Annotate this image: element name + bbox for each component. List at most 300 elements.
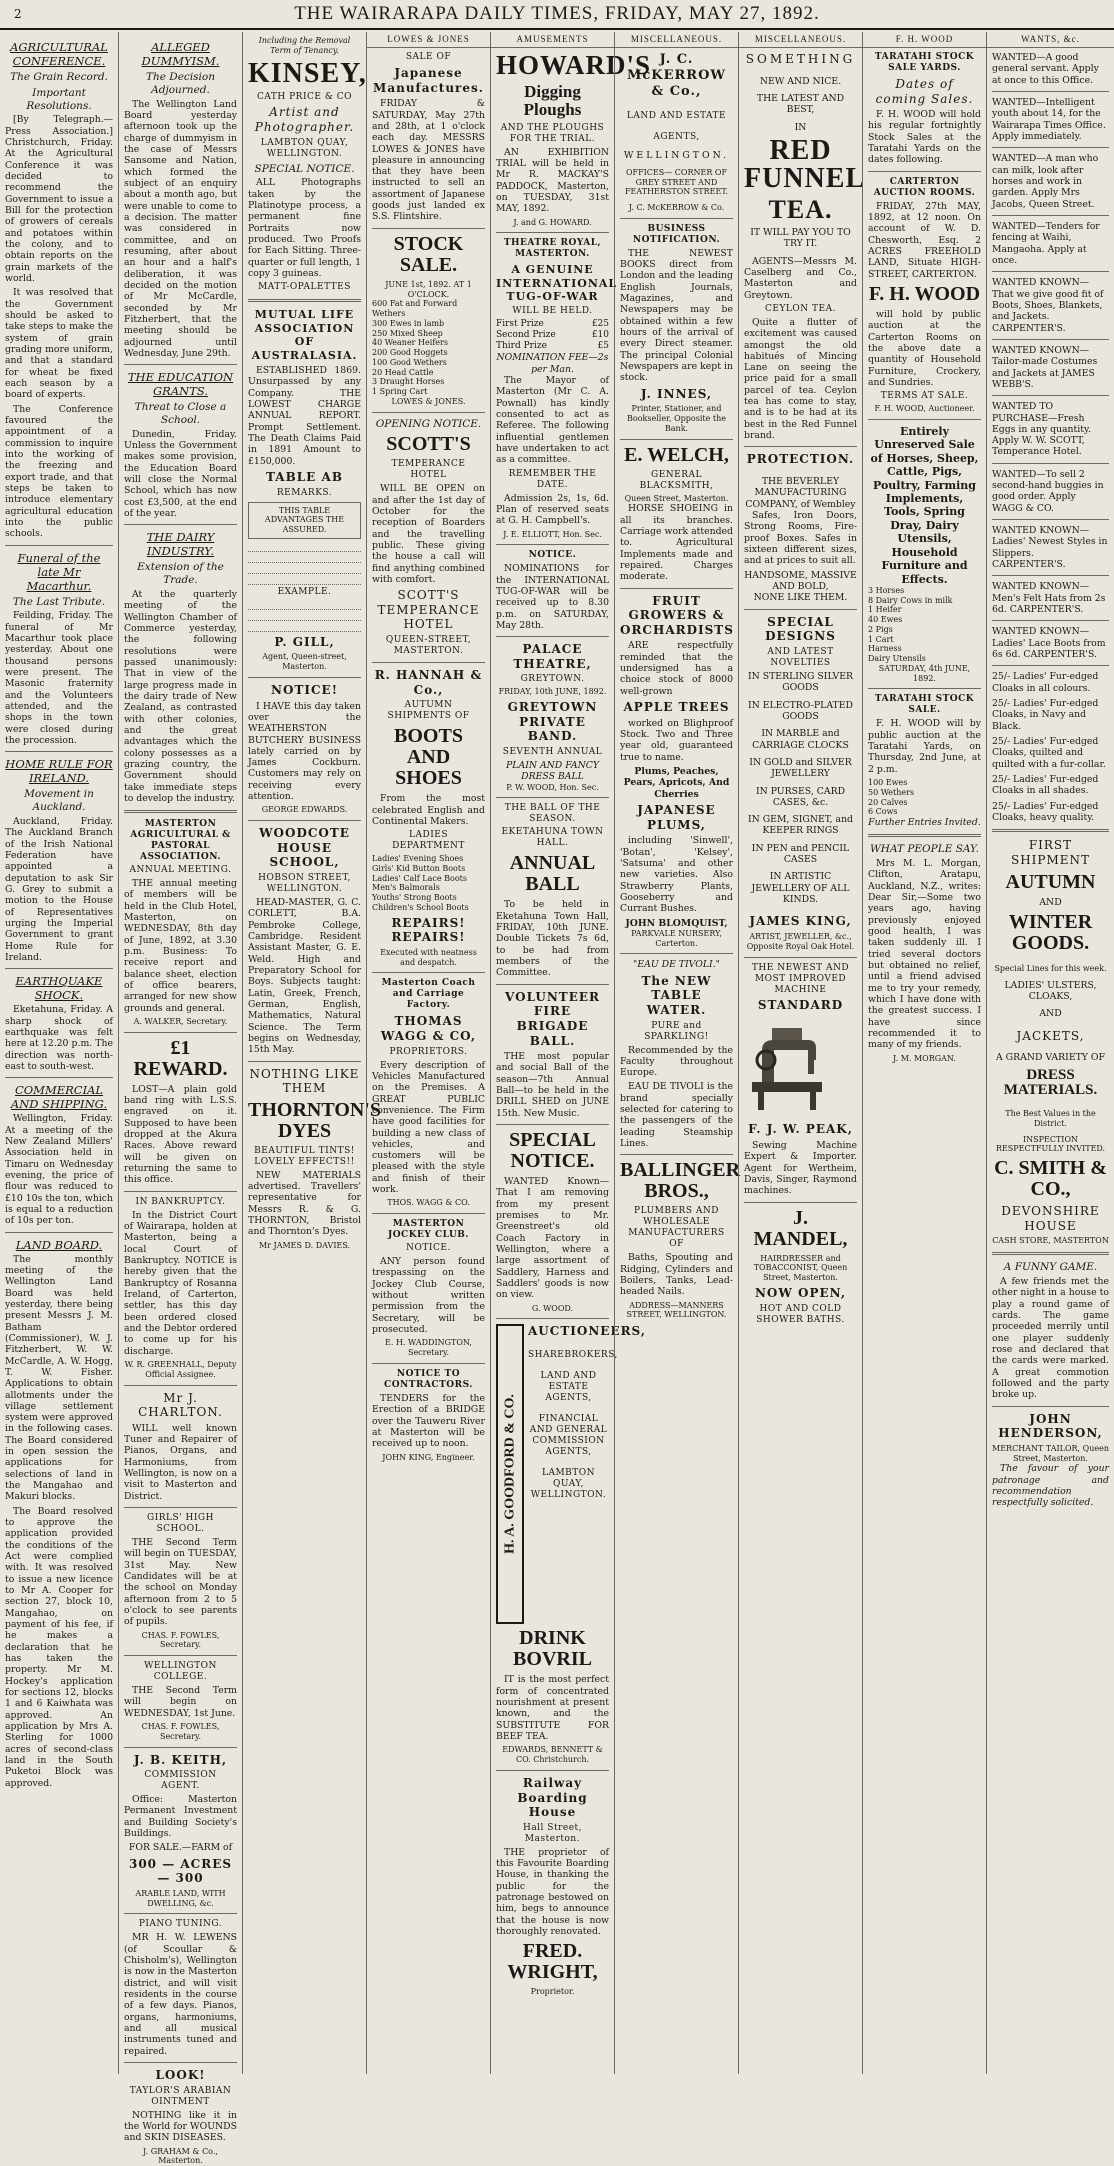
divider xyxy=(124,1507,237,1508)
column-7 xyxy=(738,32,866,2074)
column-5 xyxy=(490,32,652,2074)
ad-look-heading: LOOK! xyxy=(155,2068,206,2083)
ad-railway-heading: Railway Boarding House xyxy=(517,1775,588,1820)
ad-line-gold: IN GOLD and SILVER JEWELLERY xyxy=(749,756,852,780)
table-rule xyxy=(248,622,361,632)
ad-woodcote-heading: WOODCOTE HOUSE SCHOOL, xyxy=(259,826,350,870)
ad-signature: LOWES & JONES. xyxy=(391,396,466,406)
table-rule xyxy=(248,611,361,621)
stock-item: 200 Good Hoggets xyxy=(372,348,448,358)
divider xyxy=(124,1032,237,1033)
ad-it-will-pay: IT WILL PAY YOU TO TRY IT. xyxy=(750,226,851,250)
article-paragraph: Wellington, Friday. At a meeting of the New Zealand Millers' Association held in Timaru on Wednesday evening, the price of flour was reduced to £10 10s the ton, which is equal to a reduction of 10s per ton. xyxy=(5,1113,113,1227)
ad-wagg-sub: PROPRIETORS. xyxy=(389,1046,468,1057)
divider xyxy=(5,545,113,546)
subhead-tribute: The Last Tribute. xyxy=(12,595,106,608)
ad-body: MR H. W. LEWENS (of Scoullar & Chisholm's), Wellington is now in the Masterton district, and will visit residents in the course of a few days. Pianos, organs, harmoniums, and all musical instruments tuned and repaired. xyxy=(124,1932,237,2057)
ad-annual-meeting: ANNUAL MEETING. xyxy=(129,865,232,876)
ad-body: LOST—A plain gold band ring with L.S.S. engraved on it. Supposed to have been dropped at the Akura Races. Above reward will be given on returning the same to this office. xyxy=(124,1083,237,1186)
wanted-ad: WANTED TO PURCHASE—Fresh Eggs in any quantity. Apply W. W. SCOTT, Temperance Hotel. xyxy=(992,401,1091,458)
ad-tug-heading: A GENUINE INTERNATIONAL TUG-OF-WAR xyxy=(496,263,618,304)
subhead-trade: Extension of the Trade. xyxy=(137,561,224,587)
ad-mckerrow-offices: OFFICES— CORNER OF GREY STREET AND FEATHERSTON STREET. xyxy=(624,167,729,197)
ad-signature: GEORGE EDWARDS. xyxy=(261,805,348,815)
divider xyxy=(992,665,1109,666)
ad-body: HEAD-MASTER, G. C. CORLETT, B.A. Pembroke College, Cambridge. Resident Assistant Master, G. E. Weld. High and Preparatory School for Boys. Subjects taught: Latin, Greek, French, German, English, Mathematics, Natural Science. The Term begins on Wednesday, 15th May. xyxy=(248,897,361,1056)
ad-body: The favour of your patronage and recommendation respectfully solicited. xyxy=(992,1463,1109,1509)
ad-body: WANTED Known—That I am removing from my present premises to Mr. Greenstreet's old Coach Factory in Wellington, where a large assortment of Saddlery, Harness and Saddlers' goods is now on view. xyxy=(496,1176,609,1301)
ad-blomquist: JOHN BLOMQUIST, xyxy=(625,917,728,929)
stock-list xyxy=(372,299,485,397)
ad-kinsey-sub: CATH PRICE & CO xyxy=(257,91,352,102)
divider xyxy=(248,299,361,302)
column-header: AMUSEMENTS xyxy=(491,32,614,48)
wanted-ad: WANTED—Intelligent youth about 14, for the Wairarapa Times Office. Apply immediately. xyxy=(992,96,1106,142)
ad-body: Safes, Iron Doors, Strong Rooms, Fire-proof Boxes. Safes in sixteen different sizes, and at prices to suit all. xyxy=(744,510,857,567)
ad-woodcote-sub: HOBSON STREET, WELLINGTON. xyxy=(258,873,351,895)
ad-body: NOMINATIONS for the INTERNATIONAL TUG-OF-WAR will be received up to 8.30 p.m. on SATURDAY, May 28th. xyxy=(496,563,609,631)
wanted-ad: WANTED KNOWN—Tailor-made Costumes and Jackets at JAMES WEBB'S. xyxy=(992,344,1098,390)
ad-keith-heading: J. B. KEITH, xyxy=(133,1752,228,1767)
ad-welch-sub: GENERAL BLACKSMITH, xyxy=(639,469,714,491)
ad-notice-heading: NOTICE! xyxy=(271,682,338,697)
ad-wagg-heading: THOMAS WAGG & CO, xyxy=(380,1014,477,1043)
ad-beverley: THE BEVERLEY MANUFACTURING COMPANY, of Wembley xyxy=(745,476,856,510)
price-ad: 25/- Ladies' Fur-edged Cloaks, in Navy and Black. xyxy=(992,698,1099,732)
wanted-ad: WANTED—A good general servant. Apply at once to this Office. xyxy=(992,51,1099,86)
ad-thorntons-heading: THORNTON'S DYES xyxy=(248,1098,381,1142)
price-ad: 25/- Ladies' Fur-edged Cloaks in all colours. xyxy=(992,671,1099,694)
ad-body: Baths, Spouting and Ridging, Cylinders and Boilers, Tanks, Lead-headed Nails. xyxy=(620,1252,733,1298)
ad-table-heading: TABLE AB xyxy=(266,469,343,484)
divider xyxy=(5,751,113,752)
rotated-firm-name: H. A. GOODFORD & CO. xyxy=(502,1394,518,1555)
column-1 xyxy=(0,32,118,2074)
ad-coach-factory: Masterton Coach and Carriage Factory. xyxy=(381,978,476,1011)
wanted-ad: WANTED—Tenders for fencing at Waihi, Mangaoha. Apply at once. xyxy=(992,220,1100,266)
ad-body: worked on Blighproof Stock. Two and Three year old, guaranteed true to name. xyxy=(620,717,733,763)
ad-body: WILL well known Tuner and Repairer of Pianos, Organs, and Harmoniums, from Wellington, is now on a visit to Masterton and District. xyxy=(124,1422,237,1502)
column-header: MISCELLANEOUS. xyxy=(739,32,862,48)
ad-opening: OPENING NOTICE. xyxy=(375,417,482,430)
page-number: 2 xyxy=(14,7,22,21)
column-6 xyxy=(614,32,741,2074)
ad-hannah-sub: AUTUMN SHIPMENTS OF xyxy=(387,700,470,722)
ad-and: AND xyxy=(1039,896,1062,908)
ad-howard-sub: AND THE PLOUGHS FOR THE TRIAL. xyxy=(500,122,605,144)
divider xyxy=(5,968,113,969)
article-paragraph: It was resolved that the Government should be asked to take steps to make the system of grain grading more uniform, and that a standard for wheat be fixed each season by a board of experts. xyxy=(5,287,113,401)
ad-body: FRIDAY & SATURDAY, May 27th and 28th, at 1 o'clock each day. MESSRS LOWES & JONES have pleasure in announcing that they have been instructed to sell an assortment of Japanese goods just landed ex S.S. Flintshire. xyxy=(372,98,485,223)
ad-table-note: THIS TABLE ADVANTAGES THE ASSURED. xyxy=(248,502,361,539)
ad-welch-addr: Queen Street, Masterton. xyxy=(624,493,729,503)
article-paragraph: Feilding, Friday. The funeral of Mr Macarthur took place yesterday. About one thousand persons were present. The Masonic fraternity and the Volunteers attended, and the shops in the town were closed during the procession. xyxy=(5,610,113,747)
ad-body: F. H. WOOD will hold his regular fortnightly Stock Sales at the Taratahi Yards on the dates following. xyxy=(868,109,981,166)
ad-blomquist-sub: PARKVALE NURSERY, Carterton. xyxy=(631,928,722,948)
ad-signature: A. WALKER, Secretary. xyxy=(133,1017,228,1027)
headline-land-board: LAND BOARD. xyxy=(15,1237,103,1252)
ad-body: AGENTS—Messrs M. Caselberg and Co., Masterton and Greytown. xyxy=(744,255,857,301)
ad-signature: J. and G. HOWARD. xyxy=(513,217,592,227)
divider xyxy=(496,544,609,545)
ad-railway-sub: Hall Street, Masterton. xyxy=(522,1822,583,1844)
column-2 xyxy=(118,32,242,2166)
column-9 xyxy=(986,32,1114,2074)
ad-none-like: NONE LIKE THEM. xyxy=(753,592,848,604)
ad-dress-materials: DRESS MATERIALS. xyxy=(1003,1066,1098,1099)
ad-land-agents: LAND AND ESTATE AGENTS, xyxy=(540,1371,597,1403)
ad-now-open: NOW OPEN, xyxy=(754,1285,847,1300)
auctioneer-block xyxy=(496,1324,646,1624)
stock-item: 3 Draught Horses xyxy=(372,377,445,387)
ad-reward-heading: £1 REWARD. xyxy=(133,1036,228,1080)
subhead-close-school: Threat to Close a School. xyxy=(134,401,227,426)
ad-body: Mrs M. L. Morgan, Clifton, Aratapu, Auckland, N.Z., writes: Dear Sir,—Some two years ago, having previously enjoyed good health, I was taken suddenly ill. I tried several doctors but obtained no relief, until a friend advised me to try your remedy, which I have done with the greatest success. I have since recommended it to many of my friends. xyxy=(868,858,981,1051)
table-rule xyxy=(248,564,361,574)
divider xyxy=(992,463,1109,464)
price-ad: 25/- Ladies' Fur-edged Cloaks in all shades. xyxy=(992,774,1099,797)
divider xyxy=(496,984,609,985)
ad-innes-heading: J. INNES, xyxy=(640,386,713,401)
ad-body: Recommended by the Faculty throughout Europe. xyxy=(620,1044,733,1079)
boots-item: Ladies' Evening Shoes xyxy=(372,854,464,864)
price-ad: 25/- Ladies' Fur-edged Cloaks, heavy quality. xyxy=(992,800,1099,824)
ad-girls-school-heading: GIRLS' HIGH SCHOOL. xyxy=(147,1513,214,1535)
prize-name: Second Prize xyxy=(496,330,556,341)
ad-japanese-plums: JAPANESE PLUMS, xyxy=(637,802,716,832)
ad-ball-season: THE BALL OF THE SEASON. xyxy=(504,803,601,825)
sale-item: 6 Cows xyxy=(868,807,898,817)
ad-taratahi2-heading: TARATAHI STOCK SALE. xyxy=(874,694,975,716)
sale-item: 1 Cart xyxy=(868,634,894,644)
ad-gill-sub: Agent, Queen-street, Masterton. xyxy=(262,652,347,672)
ad-signature: CHAS. F. FOWLES, Secretary. xyxy=(141,1722,220,1741)
ad-jockey-sub: NOTICE. xyxy=(406,1243,451,1254)
ad-fred-sub: Proprietor. xyxy=(530,1987,575,1997)
ad-body: Every description of Vehicles Manufactured on the Premises. A GREAT PUBLIC convenience. The Firm have good facilities for building a new class of vehicles, and customers will be pleased with the style and finish of their work. xyxy=(372,1059,485,1196)
article-paragraph: At the quarterly meeting of the Wellington Chamber of Commerce yesterday, the following resolutions were passed unanimously: That in view of the large progress made in the dairy trade of New Zealand, as contrasted with other colonies, and the great advantages which the colony possesses as a grazing country, the Government should take immediate steps to develop the industry. xyxy=(124,589,237,804)
ad-greytown-band: GREYTOWN PRIVATE BAND. xyxy=(507,700,598,744)
subhead-auckland: Movement in Auckland. xyxy=(24,788,94,814)
columns xyxy=(0,32,1114,2166)
ad-and2: AND xyxy=(1039,1008,1062,1020)
ad-nothing: NOTHING LIKE THEM xyxy=(249,1066,360,1096)
ad-palace-date: FRIDAY, 10th JUNE, 1892. xyxy=(498,687,607,697)
ad-henderson: JOHN HENDERSON, xyxy=(998,1411,1103,1441)
ad-body: Office: Masterton Permanent Investment and Building Society's Buildings. xyxy=(124,1794,237,1840)
ad-signature: P. W. WOOD, Hon. Sec. xyxy=(506,782,599,792)
ad-example: EXAMPLE. xyxy=(277,586,332,597)
ad-signature: W. R. GREENHALL, Deputy Official Assignee. xyxy=(124,1360,237,1379)
article-paragraph: Auckland, Friday. The Auckland Branch of the Irish National Federation have appointed a deputation to ask Sir G. Grey to submit a motion to the House of Representatives urging the Imperial Government to grant Home Rule for Ireland. xyxy=(5,815,113,963)
ad-inspection: INSPECTION RESPECTFULLY INVITED. xyxy=(995,1134,1106,1154)
divider xyxy=(992,271,1109,272)
ad-japanese-heading: Japanese Manufactures. xyxy=(373,65,484,95)
t-list xyxy=(868,778,981,817)
subhead-adjourned: The Decision Adjourned. xyxy=(145,71,216,96)
wanted-ad: WANTED—A man who can milk, look after horses and work in garden. Apply Mrs Jacobs, Queen Street. xyxy=(992,153,1099,210)
ad-latest: THE LATEST AND BEST, xyxy=(756,92,845,116)
rotated-frame xyxy=(496,1324,524,1624)
divider xyxy=(992,575,1109,576)
divider xyxy=(5,1077,113,1078)
ad-body: The Mayor of Masterton (Mr C. A. Pownall) has kindly consented to act as Referee. The following influential gentlemen have undertaken to act as a committee. xyxy=(496,375,609,466)
divider xyxy=(372,972,485,973)
ad-howard-heading: HOWARD'S xyxy=(496,49,652,80)
ad-pears-heading: Plums, Peaches, Pears, Apricots, And Cherries xyxy=(623,766,730,800)
ad-kinsey-heading: KINSEY, xyxy=(248,57,367,89)
ad-table-water: The NEW TABLE WATER. xyxy=(641,973,712,1017)
ad-first-shipment: FIRST SHIPMENT xyxy=(1010,838,1091,867)
divider xyxy=(620,953,733,954)
divider xyxy=(124,1385,237,1386)
divider xyxy=(496,797,609,798)
divider xyxy=(992,395,1109,396)
ad-nomination-fee: NOMINATION FEE—2s per Man. xyxy=(496,352,609,375)
divider xyxy=(620,1154,733,1155)
ad-apple-heading: APPLE TREES xyxy=(623,700,730,715)
ad-mandel-heading: J. MANDEL, xyxy=(753,1206,848,1250)
ad-body: ALL Photographs taken by the Platinotype process, a permanent fine Portraits now produced. Two Proofs for Each Sitting. Three-quarter or full length, 1 copy 3 guineas. xyxy=(248,177,361,280)
ad-winter-goods: WINTER GOODS. xyxy=(1008,910,1093,954)
ad-body: TENDERS for the Erection of a BRIDGE over the Tauweru River at Masterton will be received up to noon. xyxy=(372,1392,485,1450)
ad-scotts2-addr: QUEEN-STREET, MASTERTON. xyxy=(385,635,472,657)
article-paragraph: A few friends met the other night in a house to play a round game of cards. The game proceeded merrily until one player suddenly rose and declared that the cards were marked. A great commotion followed and the party broke up. xyxy=(992,1275,1109,1401)
ad-signature: G. WOOD. xyxy=(531,1303,574,1313)
ad-best-values: The Best Values in the District. xyxy=(1005,1109,1096,1128)
ad-people-say: WHAT PEOPLE SAY. xyxy=(870,843,979,856)
headline-commercial: COMMERCIAL AND SHIPPING. xyxy=(10,1083,108,1112)
column-8 xyxy=(862,32,986,2074)
stock-item: 1 Spring Cart xyxy=(372,387,428,397)
divider xyxy=(124,1191,237,1192)
ad-acres-sub: ARABLE LAND, WITH DWELLING, &c. xyxy=(135,1888,226,1908)
headline-dummyism: ALLEGED DUMMYISM. xyxy=(141,40,220,69)
divider xyxy=(496,636,609,637)
divider xyxy=(124,1747,237,1748)
ad-king-sub: ARTIST, JEWELLER, &c., Opposite Royal Oak Hotel. xyxy=(746,932,855,951)
ad-body: THE proprietor of this Favourite Boarding House, in thanking the public for the patronage bestowed on him, begs to announce that the house is now thoroughly renovated. xyxy=(496,1846,609,1938)
ad-piano-heading: PIANO TUNING. xyxy=(138,1919,223,1930)
divider xyxy=(124,810,237,813)
ad-ballinger-heading: BALLINGER BROS., xyxy=(620,1159,741,1203)
masthead xyxy=(0,0,1114,30)
ad-ballinger-addr: ADDRESS—MANNERS STREET, WELLINGTON. xyxy=(626,1300,727,1320)
ad-body: In the District Court of Wairarapa, holden at Masterton, being a local Court of Bankruptcy. NOTICE is hereby given that the Bankruptcy of Rosanna Ireland, of Carterton, settler, has this day been ordered closed and the Debtor ordered to come up for his discharge. xyxy=(124,1209,237,1357)
ad-machine-heading: THE NEWEST AND MOST IMPROVED MACHINE xyxy=(751,962,850,995)
boots-item: Children's School Boots xyxy=(372,902,469,912)
ad-welch-heading: E. WELCH, xyxy=(624,443,729,466)
divider xyxy=(496,1124,609,1125)
divider xyxy=(992,147,1109,148)
divider xyxy=(744,1202,857,1203)
ad-auctioneers: AUCTIONEERS, xyxy=(528,1324,646,1339)
divider xyxy=(248,820,361,821)
divider xyxy=(124,2062,237,2063)
wanted-ad: WANTED KNOWN—Men's Felt Hats from 2s 6d. CARPENTER'S. xyxy=(992,581,1106,616)
ad-saturday: SATURDAY, 4th JUNE, 1892. xyxy=(878,663,971,683)
ad-signature: EDWARDS, BENNETT & CO. Christchurch. xyxy=(502,1745,603,1765)
headline-earthquake: EARTHQUAKE SHOCK. xyxy=(15,974,103,1003)
ad-devonshire: DEVONSHIRE HOUSE xyxy=(1001,1204,1100,1233)
divider xyxy=(868,688,981,689)
sale-item: 8 Dairy Cows in milk xyxy=(868,595,953,605)
divider xyxy=(372,1363,485,1364)
boots-item: Girls' Kid Button Boots xyxy=(372,863,466,873)
divider xyxy=(992,91,1109,92)
article-paragraph: Eketahuna, Friday. A sharp shock of earthquake was felt here at 12.20 p.m. The direction was north-east to south-west. xyxy=(5,1004,113,1072)
ad-signature: J. E. ELLIOTT, Hon. Sec. xyxy=(503,529,602,539)
headline-funeral: Funeral of the late Mr Macarthur. xyxy=(17,550,101,593)
divider xyxy=(496,1770,609,1771)
ad-signature: J. GRAHAM & Co., Masterton. xyxy=(143,2146,218,2166)
ad-body: NEW MATERIALS advertised. Travellers' representative for Messrs R. & G. THORNTON, Bristol and Thornton's Dyes. xyxy=(248,1169,361,1238)
ad-jackets: JACKETS, xyxy=(1016,1028,1085,1043)
ad-scotts2: SCOTT'S TEMPERANCE HOTEL xyxy=(377,588,480,632)
boots-list xyxy=(372,854,485,913)
ad-kinsey-address: LAMBTON QUAY, WELLINGTON. xyxy=(260,137,349,159)
prize-row xyxy=(496,319,609,330)
headline-home-rule: HOME RULE FOR IRELAND. xyxy=(5,757,113,786)
table-rule xyxy=(248,575,361,585)
column-tag: Including the Removal Term of Tenancy. xyxy=(258,36,351,55)
ad-signature: JOHN KING, Engineer. xyxy=(382,1452,475,1462)
ad-line-marble: IN MARBLE and CARRIAGE CLOCKS xyxy=(752,728,849,751)
auctioneer-text xyxy=(528,1324,646,1500)
ad-signature: CHAS. F. FOWLES, Secretary. xyxy=(141,1630,220,1650)
ad-body: THE most popular and social Ball of the season—7th Annual Ball—to be held in the DRILL SHED on JUNE 15th. New Music. xyxy=(496,1051,609,1119)
ad-special-lines: Special Lines for this week. xyxy=(994,963,1107,973)
ad-line-artistic: IN ARTISTIC JEWELLERY OF ALL KINDS. xyxy=(751,871,850,906)
ad-fruit-heading: FRUIT GROWERS & ORCHARDISTS xyxy=(620,593,734,637)
f-list xyxy=(868,586,981,664)
ad-autumn: AUTUMN xyxy=(1005,870,1096,893)
divider xyxy=(496,1318,609,1319)
sewing-machine-illustration xyxy=(744,1020,830,1112)
divider xyxy=(744,446,857,447)
ad-henderson-sub: MERCHANT TAILOR, Queen Street, Masterton. xyxy=(992,1443,1109,1463)
divider xyxy=(5,1232,113,1233)
ad-body: EAU DE TIVOLI is the brand specially selected for catering to the passengers of the leading Steamship Lines. xyxy=(620,1081,733,1150)
ad-novelties: AND LATEST NOVELTIES xyxy=(767,646,834,668)
ad-special-designs: SPECIAL DESIGNS xyxy=(765,614,836,644)
ad-ladies-dept: LADIES DEPARTMENT xyxy=(392,830,465,852)
ad-body: ARE respectfully reminded that the undersigned has a choice stock of 8000 well-grown xyxy=(620,640,733,697)
sale-item: 50 Wethers xyxy=(868,787,915,797)
ad-bovril-heading: DRINK BOVRIL xyxy=(513,1627,592,1671)
ad-body: FRIDAY, 27th MAY, 1892, at 12 noon. On account of W. D. Chesworth, Esq. 2 ACRES FREEHOLD LAND, Situate HIGH-STREET, CARTERTON. xyxy=(868,200,981,280)
article-paragraph: [By Telegraph.—Press Association.] Christchurch, Friday. At the Agricultural Conference it was decided to recommend the Government to issue a Bill for the protection of growers of cereals and potatoes within the colony, and to obtain reports on the grain markets of the world. xyxy=(5,114,113,285)
ad-signature: THOS. WAGG & CO. xyxy=(387,1198,470,1208)
ad-special-heading: SPECIAL NOTICE. xyxy=(509,1129,596,1173)
column-header: LOWES & JONES xyxy=(367,32,490,48)
ad-stock-sale-heading: STOCK SALE. xyxy=(393,232,464,276)
ad-body: Sewing Machine Expert & Importer. Agent for Wertheim, Davis, Singer, Raymond machines. xyxy=(744,1140,857,1197)
ad-body: To be held in Eketahuna Town Hall, FRIDAY, 10th JUNE. Double Tickets 7s 6d, to be had from members of the Committee. xyxy=(496,899,609,979)
ad-agricultural-association: MASTERTON AGRICULTURAL & PASTORAL ASSOCIATION. xyxy=(130,819,231,863)
prize-row xyxy=(496,330,609,341)
column-3 xyxy=(242,32,381,2074)
ad-eau-tivoli: "EAU DE TIVOLI." xyxy=(633,959,720,971)
ad-peak-heading: F. J. W. PEAK, xyxy=(748,1122,853,1137)
newspaper-title: THE WAIRARAPA DAILY TIMES, FRIDAY, MAY 27, 1892. xyxy=(294,3,820,24)
ad-lowes-sale: SALE OF xyxy=(405,51,452,62)
stock-item: 40 Weaner Heifers xyxy=(372,338,448,348)
boots-item: Ladies' Calf Lace Boots xyxy=(372,873,467,883)
divider xyxy=(124,524,237,525)
ad-body: THE Second Term will begin on WEDNESDAY, 1st June. xyxy=(124,1685,237,1719)
ad-red-funnel: RED FUNNEL xyxy=(744,134,866,194)
ad-table-sub: REMARKS. xyxy=(276,487,333,498)
ad-baths: HOT AND COLD SHOWER BATHS. xyxy=(756,1303,845,1325)
divider xyxy=(992,215,1109,216)
ad-body: Admission 2s, 1s, 6d. Plan of reserved seats at G. H. Campbell's. xyxy=(496,492,609,527)
stock-item: 20 Head Cattle xyxy=(372,367,434,377)
ad-line-pens: IN PEN and PENCIL CASES xyxy=(751,842,850,866)
divider xyxy=(372,228,485,229)
ad-body: ESTABLISHED 1869. Unsurpassed by any Company. THE LOWEST CHARGE ANNUAL REPORT. Prompt Settlement. The Death Claims Paid in 1891 Amount to £150,000. xyxy=(248,365,361,467)
ad-line-gem: IN GEM, SIGNET, and KEEPER RINGS xyxy=(747,814,854,837)
ad-body: WILL BE OPEN on and after the 1st day of October for the reception of Boarders and the travelling public. These giving the house a call will find anything combined with comfort. xyxy=(372,483,485,585)
ad-mckerrow-addr: WELLINGTON. xyxy=(623,150,730,162)
ad-ointment: TAYLOR'S ARABIAN OINTMENT xyxy=(129,2085,232,2107)
prize-value: £5 xyxy=(597,341,609,352)
divider xyxy=(620,588,733,589)
ad-ball-sub: EKETAHUNA TOWN HALL. xyxy=(501,827,604,849)
ad-unreserved-heading: Entirely Unreserved Sale of Horses, Sheep, Cattle, Pigs, Poultry, Farming Implements, Tools, Spring Dray, Dairy Utensils, Household Furniture and Effects. xyxy=(870,425,979,586)
ad-body: IT is the most perfect form of concentrated nourishment at present known, and the SUBSTITUTE FOR BEEF TEA. xyxy=(496,1674,609,1743)
ad-carterton-heading: CARTERTON AUCTION ROOMS. xyxy=(873,176,976,198)
ad-mckerrow-heading: J. C. McKERROW & Co., xyxy=(626,51,727,99)
divider xyxy=(744,609,857,610)
ad-devonshire-addr: CASH STORE, MASTERTON xyxy=(992,1236,1109,1246)
ad-innes-sub: Printer, Stationer, and Bookseller, Opposite the Bank. xyxy=(627,404,726,433)
divider xyxy=(992,1406,1109,1407)
ad-thorntons-sub: BEAUTIFUL TINTS! LOVELY EFFECTS!! xyxy=(254,1145,355,1167)
divider xyxy=(372,412,485,413)
ad-body: THE NEWEST BOOKS direct from London and the leading English Journals, Magazines, and Newspapers may be obtained within a few hours of the arrival of every Direct steamer. The principal Colonial Newspapers are kept in stock. xyxy=(620,247,733,384)
ad-line-purses: IN PURSES, CARD CASES, &c. xyxy=(755,785,846,808)
column-header: WANTS, &c. xyxy=(987,32,1114,48)
ad-body: I HAVE this day taken over the WEATHERSTON BUTCHERY BUSINESS lately carried on by James Cockburn. Customers may rely on receiving every attention. xyxy=(248,700,361,803)
prize-name: Third Prize xyxy=(496,341,547,352)
wanted-list xyxy=(992,52,1109,666)
stock-item: 600 Fat and Forward Wethers xyxy=(372,299,458,319)
sale-item: 100 Ewes xyxy=(868,778,908,787)
ad-volunteer-heading: VOLUNTEER FIRE BRIGADE BALL. xyxy=(505,989,600,1048)
ad-remember: REMEMBER THE DATE. xyxy=(508,468,597,490)
divider xyxy=(124,1913,237,1914)
ad-theatre-heading: THEATRE ROYAL, MASTERTON. xyxy=(503,238,602,260)
ad-body: Quite a flutter of excitement was caused amongst the old habitués of Mincing Lane on seeing the price paid for a small parcel of tea. Ceylon tea has come to stay, and is to be had at its best in the Red Funnel brand. xyxy=(744,316,857,442)
ad-fred-wright: FRED. WRIGHT, xyxy=(507,1940,598,1984)
ad-body: NOTHING like it in the World for WOUNDS and SKIN DISEASES. xyxy=(124,2109,237,2144)
divider xyxy=(496,232,609,233)
divider xyxy=(868,171,981,172)
divider xyxy=(992,1252,1109,1255)
ad-body: including 'Sinwell', 'Botan', 'Kelsey', 'Satsuma' and other new varieties. Also Strawberry Plants, Gooseberry and Currant Bushes. xyxy=(620,835,733,915)
price-list xyxy=(992,671,1109,823)
ad-palace-sub: GREYTOWN. xyxy=(520,674,585,685)
ad-body: AN EXHIBITION TRIAL will be held in Mr R. MACKAY'S PADDOCK, Masterton, on TUESDAY, 31st MAY, 1892. xyxy=(496,146,609,215)
ad-in: IN xyxy=(794,121,807,133)
ad-mandel-sub: HAIRDRESSER and TOBACCONIST, Queen Street, Masterton. xyxy=(753,1253,848,1283)
ad-new-nice: NEW AND NICE. xyxy=(759,75,842,87)
ad-college-heading: WELLINGTON COLLEGE. xyxy=(144,1661,217,1683)
ad-table-sub: PURE and SPARKLING! xyxy=(644,1020,709,1042)
wanted-ad: WANTED KNOWN—That we give good fit of Boots, Shoes, Blankets, and Jackets. CARPENTER'S. xyxy=(992,277,1104,334)
ad-bankruptcy-heading: IN BANKRUPTCY. xyxy=(135,1196,226,1207)
